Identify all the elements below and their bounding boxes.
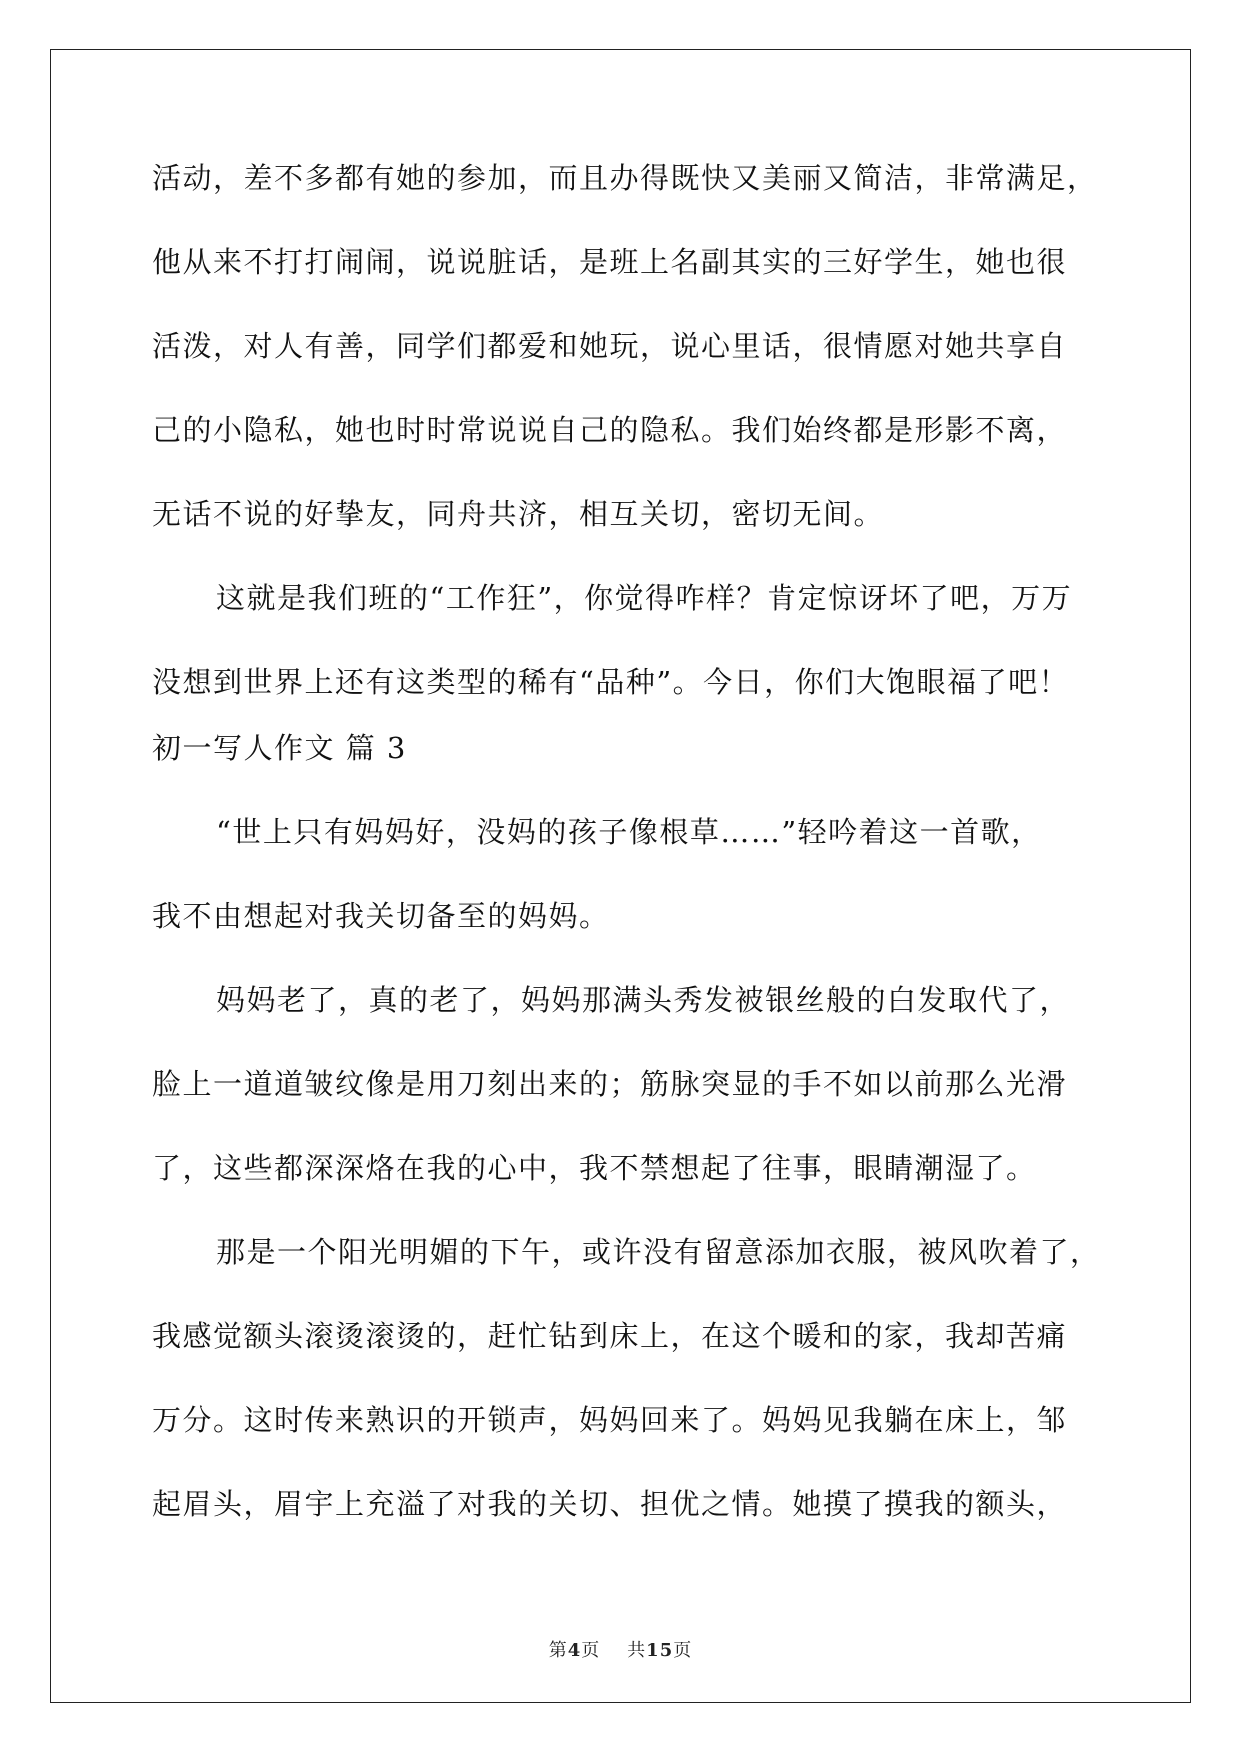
section-heading: 初一写人作文 篇 3 <box>152 731 407 765</box>
text-line: 我感觉额头滚烫滚烫的，赶忙钻到床上，在这个暖和的家，我却苦痛 <box>152 1319 1068 1353</box>
footer-suffix: 页 <box>673 1640 693 1661</box>
text-line: 我不由想起对我关切备至的妈妈。 <box>152 899 610 933</box>
text-line: 起眉头，眉宇上充溢了对我的关切、担优之情。她摸了摸我的额头， <box>152 1487 1068 1521</box>
text-line: 没想到世界上还有这类型的稀有“品种”。今日，你们大饱眼福了吧！ <box>152 665 1070 699</box>
page-footer <box>0 1636 1241 1662</box>
text-line: 脸上一道道皱纹像是用刀刻出来的；筋脉突显的手不如以前那么光滑 <box>152 1067 1068 1101</box>
footer-page-number: 4 <box>567 1640 582 1661</box>
text-line: 无话不说的好挚友，同舟共济，相互关切，密切无间。 <box>152 497 885 531</box>
text-line: 妈妈老了，真的老了，妈妈那满头秀发被银丝般的白发取代了， <box>216 983 1071 1017</box>
text-line: 活动，差不多都有她的参加，而且办得既快又美丽又简洁，非常满足， <box>152 161 1098 195</box>
text-line: 这就是我们班的“工作狂”，你觉得咋样？肯定惊讶坏了吧，万万 <box>216 581 1073 615</box>
footer-prefix: 第 <box>548 1640 568 1661</box>
text-line: 他从来不打打闹闹，说说脏话，是班上名副其实的三好学生，她也很 <box>152 245 1068 279</box>
footer-total-pages: 15 <box>646 1640 674 1661</box>
text-line: “世上只有妈妈好，没妈的孩子像根草……”轻吟着这一首歌， <box>216 815 1042 849</box>
text-line: 活泼，对人有善，同学们都爱和她玩，说心里话，很情愿对她共享自 <box>152 329 1068 363</box>
text-line: 己的小隐私，她也时时常说说自己的隐私。我们始终都是形影不离， <box>152 413 1068 447</box>
text-line: 万分。这时传来熟识的开锁声，妈妈回来了。妈妈见我躺在床上，邹 <box>152 1403 1068 1437</box>
footer-mid: 页 共 <box>581 1640 647 1661</box>
text-line: 了，这些都深深烙在我的心中，我不禁想起了往事，眼睛潮湿了。 <box>152 1151 1037 1185</box>
text-line: 那是一个阳光明媚的下午，或许没有留意添加衣服，被风吹着了， <box>216 1235 1101 1269</box>
document-body <box>152 161 1102 1571</box>
